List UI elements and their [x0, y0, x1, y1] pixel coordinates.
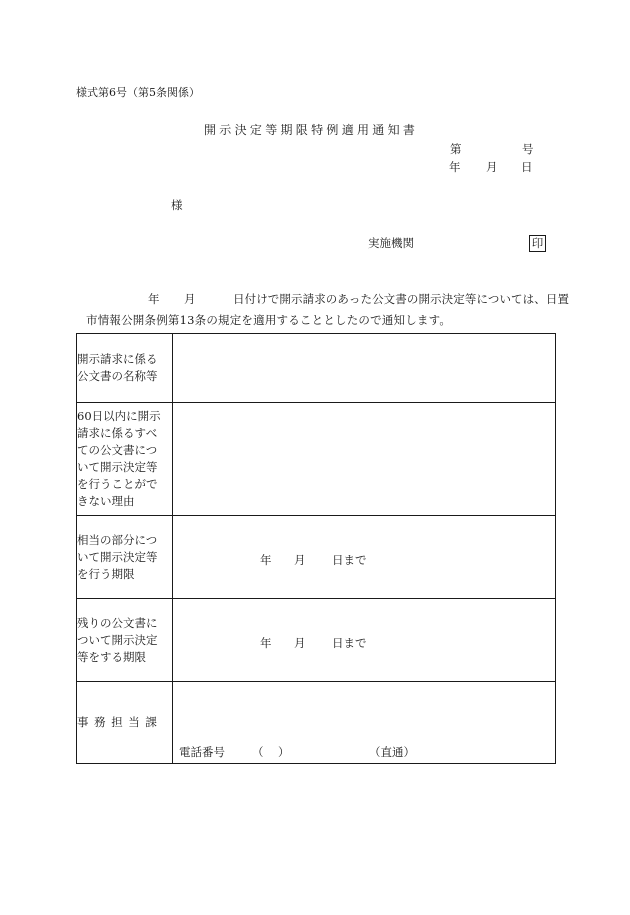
date-month-label: 月 — [486, 160, 498, 174]
date-day-label: 日 — [521, 160, 533, 174]
document-title: 開示決定等期限特例適用通知書 — [204, 123, 419, 137]
table-row — [77, 516, 556, 599]
seal-stamp: 印 — [529, 235, 546, 252]
row-label-reason: 60日以内に開示 請求に係るすべ ての公文書につ いて開示決定等 を行うことがで きない理由 — [77, 403, 173, 516]
body-month-label: 月 — [184, 292, 196, 306]
agency-label: 実施機関 — [368, 236, 414, 250]
partial-deadline-field[interactable] — [173, 516, 556, 599]
table-row — [77, 599, 556, 682]
table-row — [77, 334, 556, 403]
phone-direct-label: （直通） — [369, 745, 415, 759]
recipient-honorific: 様 — [171, 198, 183, 212]
body-year-label: 年 — [148, 292, 160, 306]
phone-paren-open: （ — [252, 745, 264, 759]
remaining-deadline-year: 年 — [260, 636, 272, 650]
form-id: 様式第6号（第5条関係） — [76, 86, 200, 99]
number-prefix: 第 — [450, 142, 462, 156]
row-label-staff-section: 事務担当課 — [77, 682, 173, 764]
table-row — [77, 403, 556, 516]
reason-field[interactable] — [173, 403, 556, 516]
table-row — [77, 682, 556, 764]
notice-table — [76, 333, 556, 764]
body-text-line2: 市情報公開条例第13条の規定を適用することとしたので通知します。 — [86, 313, 452, 327]
row-label-remaining-deadline: 残りの公文書に ついて開示決定 等をする期限 — [77, 599, 173, 682]
partial-deadline-year: 年 — [260, 553, 272, 567]
remaining-deadline-until: 日まで — [332, 636, 367, 650]
remaining-deadline-month: 月 — [294, 636, 306, 650]
phone-label: 電話番号 — [179, 745, 225, 759]
staff-section-field[interactable] — [173, 682, 556, 764]
partial-deadline-until: 日まで — [332, 553, 367, 567]
body-text-line1: 日付けで開示請求のあった公文書の開示決定等については、日置 — [233, 292, 570, 306]
row-label-document-name: 開示請求に係る 公文書の名称等 — [77, 334, 173, 403]
date-year-label: 年 — [449, 160, 461, 174]
document-name-field[interactable] — [173, 334, 556, 403]
number-suffix: 号 — [522, 142, 534, 156]
remaining-deadline-field[interactable] — [173, 599, 556, 682]
phone-paren-close: ） — [278, 745, 290, 759]
partial-deadline-month: 月 — [294, 553, 306, 567]
row-label-partial-deadline: 相当の部分につ いて開示決定等 を行う期限 — [77, 516, 173, 599]
